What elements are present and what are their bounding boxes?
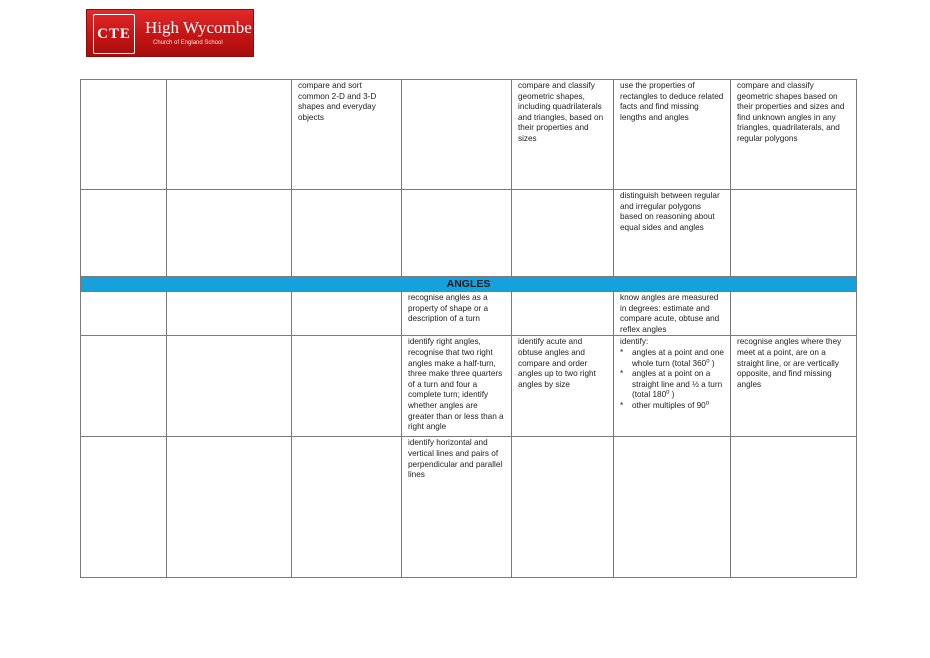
table-cell: know angles are measured in degrees: estimate and compare acute, obtuse and reflex angles <box>614 292 731 336</box>
bullet-icon: * <box>620 400 624 410</box>
table-cell <box>512 437 614 578</box>
table-cell <box>81 437 167 578</box>
table-cell <box>731 292 857 336</box>
table-cell: recognise angles where they meet at a point, are on a straight line, or are vertically opposite, and find missing angles <box>731 336 857 437</box>
identify-intro: identify: <box>620 337 649 347</box>
section-header: ANGLES <box>81 277 857 292</box>
table-cell <box>292 292 402 336</box>
table-row <box>81 336 857 437</box>
table-cell: identify acute and obtuse angles and compare and order angles up to two right angles by size <box>512 336 614 437</box>
table-cell <box>292 437 402 578</box>
degree-symbol: o <box>706 357 710 364</box>
degree-symbol: o <box>666 389 670 396</box>
bullet-icon: * <box>620 347 624 357</box>
table-cell <box>167 292 292 336</box>
table-cell <box>292 336 402 437</box>
emblem-letters: CTE <box>97 26 131 42</box>
identify-cell <box>614 336 731 437</box>
school-subtitle: Church of England School <box>153 40 223 46</box>
table-cell <box>512 190 614 277</box>
table-row <box>81 292 857 336</box>
table-cell: identify right angles, recognise that two right angles make a half-turn, three make three quarters of a turn and four a complete turn; identify whether angles are greater than or less than a right angle <box>402 336 512 437</box>
table-row <box>81 80 857 190</box>
table-cell <box>402 80 512 190</box>
table-cell <box>81 190 167 277</box>
table-row <box>81 437 857 578</box>
list-item-text: angles at a point on a straight line and ½ a turn (total 180 <box>632 369 723 400</box>
table-cell: recognise angles as a property of shape or a description of a turn <box>402 292 512 336</box>
list-item <box>620 401 724 412</box>
school-name: High Wycombe <box>145 18 252 37</box>
list-item-text: other multiples of 90 <box>632 400 706 410</box>
list-item-end: ) <box>711 358 715 368</box>
table-cell <box>614 437 731 578</box>
table-cell: identify horizontal and vertical lines and pairs of perpendicular and parallel lines <box>402 437 512 578</box>
school-logo <box>86 9 254 57</box>
list-item <box>620 369 724 401</box>
table-cell <box>167 336 292 437</box>
table-cell <box>167 190 292 277</box>
table-cell <box>167 437 292 578</box>
table-cell: use the properties of rectangles to deduce related facts and find missing lengths and angles <box>614 80 731 190</box>
identify-list <box>620 348 724 412</box>
table-row <box>81 190 857 277</box>
table-cell <box>512 292 614 336</box>
list-item <box>620 348 724 369</box>
table-cell <box>402 190 512 277</box>
curriculum-table <box>80 79 857 578</box>
list-item-text: angles at a point and one whole turn (total 360 <box>632 347 724 368</box>
table-cell <box>292 190 402 277</box>
degree-symbol: o <box>705 400 710 407</box>
list-item-end: ) <box>671 390 675 400</box>
table-cell <box>81 292 167 336</box>
table-cell <box>731 437 857 578</box>
table-cell: compare and classify geometric shapes based on their properties and sizes and find unknown angles in any triangles, quadrilaterals, and regular polygons <box>731 80 857 190</box>
table-cell <box>731 190 857 277</box>
table-cell: distinguish between regular and irregular polygons based on reasoning about equal sides and angles <box>614 190 731 277</box>
cross-emblem-icon <box>93 14 135 54</box>
bullet-icon: * <box>620 369 624 379</box>
table-cell <box>167 80 292 190</box>
table-cell: compare and classify geometric shapes, including quadrilaterals and triangles, based on their properties and sizes <box>512 80 614 190</box>
table-cell <box>81 80 167 190</box>
section-header-row <box>81 277 857 292</box>
table-cell: compare and sort common 2-D and 3-D shapes and everyday objects <box>292 80 402 190</box>
table-cell <box>81 336 167 437</box>
